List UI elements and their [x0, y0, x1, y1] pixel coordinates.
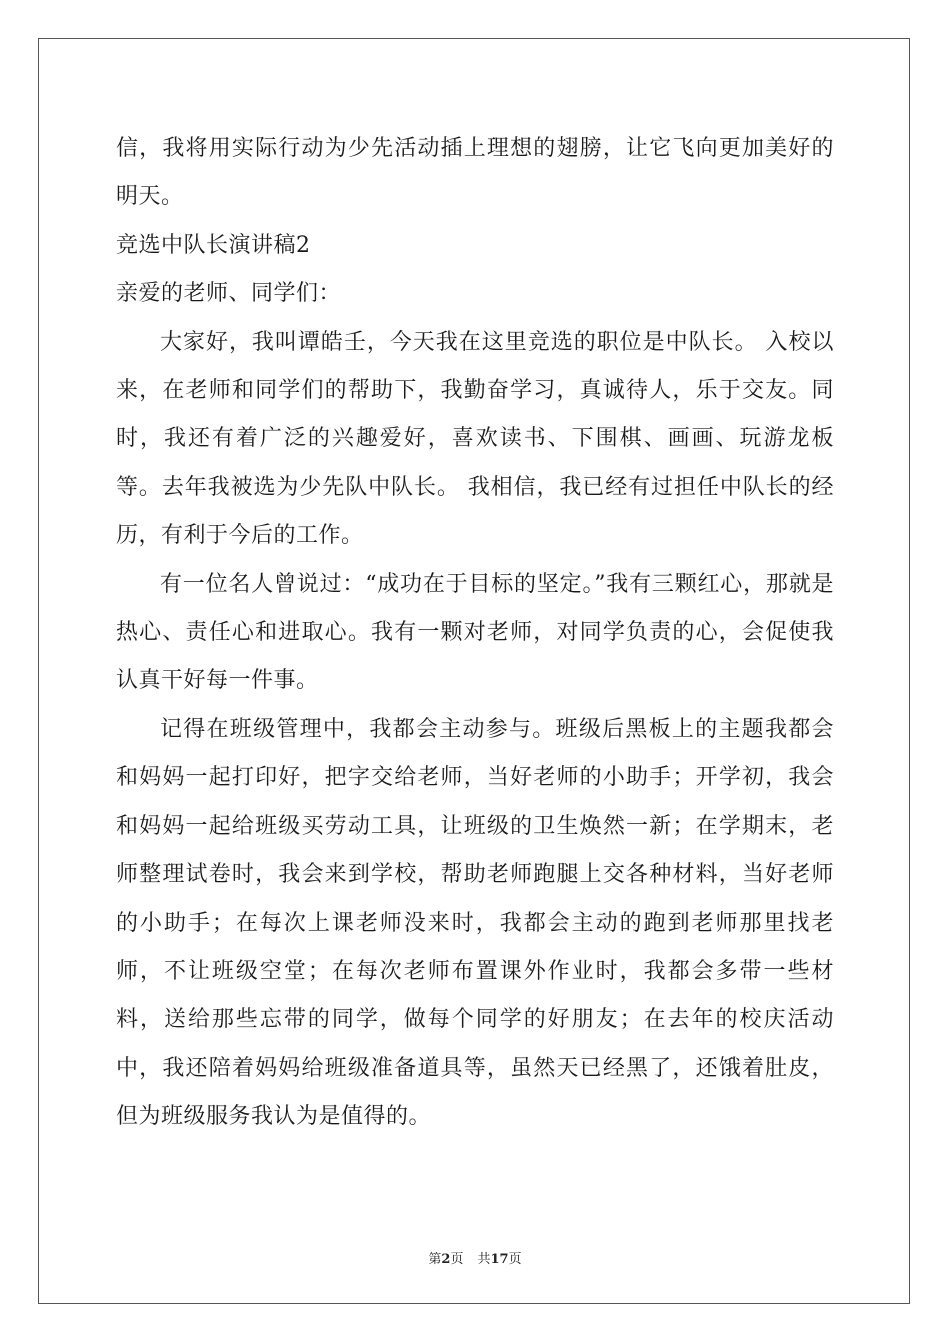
paragraph-intro: 大家好，我叫谭皓壬，今天我在这里竞选的职位是中队长。 入校以来，在老师和同学们的帮助下，我勤奋学习，真诚待人，乐于交友。同时，我还有着广泛的兴趣爱好，喜欢读书、下围棋、画画、玩游龙板等。去年我被选为少先队中队长。 我相信，我已经有过担任中队长的经历，有利于今后的工作。 [116, 329, 834, 549]
total-prefix: 共 [477, 1252, 491, 1267]
paragraph-experience: 记得在班级管理中，我都会主动参与。班级后黑板上的主题我都会和妈妈一起打印好，把字交给老师，当好老师的小助手；开学初，我会和妈妈一起给班级买劳动工具，让班级的卫生焕然一新；在学期末，老师整理试卷时，我会来到学校，帮助老师跑腿上交各种材料，当好老师的小助手；在每次上课老师没来时，我都会主动的跑到老师那里找老师，不让班级空堂；在每次老师布置课外作业时，我都会多带一些材料，送给那些忘带的同学，做每个同学的好朋友；在去年的校庆活动中，我还陪着妈妈给班级准备道具等，虽然天已经黑了，还饿着肚皮，但为班级服务我认为是值得的。 [116, 716, 834, 1130]
total-suffix: 页 [508, 1252, 522, 1267]
total-pages: 17 [490, 1252, 509, 1267]
speech-title: 竞选中队长演讲稿2 [116, 232, 311, 258]
page-suffix: 页 [450, 1252, 464, 1267]
paragraph-quote: 有一位名人曾说过：“成功在于目标的坚定。”我有三颗红心，那就是热心、责任心和进取心。我有一颗对老师，对同学负责的心，会促使我认真干好每一件事。 [116, 571, 834, 694]
salutation: 亲爱的老师、同学们： [116, 281, 342, 307]
page-number: 2 [441, 1252, 451, 1267]
page-prefix: 第 [428, 1252, 442, 1267]
document-body [116, 125, 834, 1142]
page-footer [0, 1248, 950, 1267]
paragraph-continuation: 信，我将用实际行动为少先活动插上理想的翅膀，让它飞向更加美好的明天。 [116, 136, 834, 210]
